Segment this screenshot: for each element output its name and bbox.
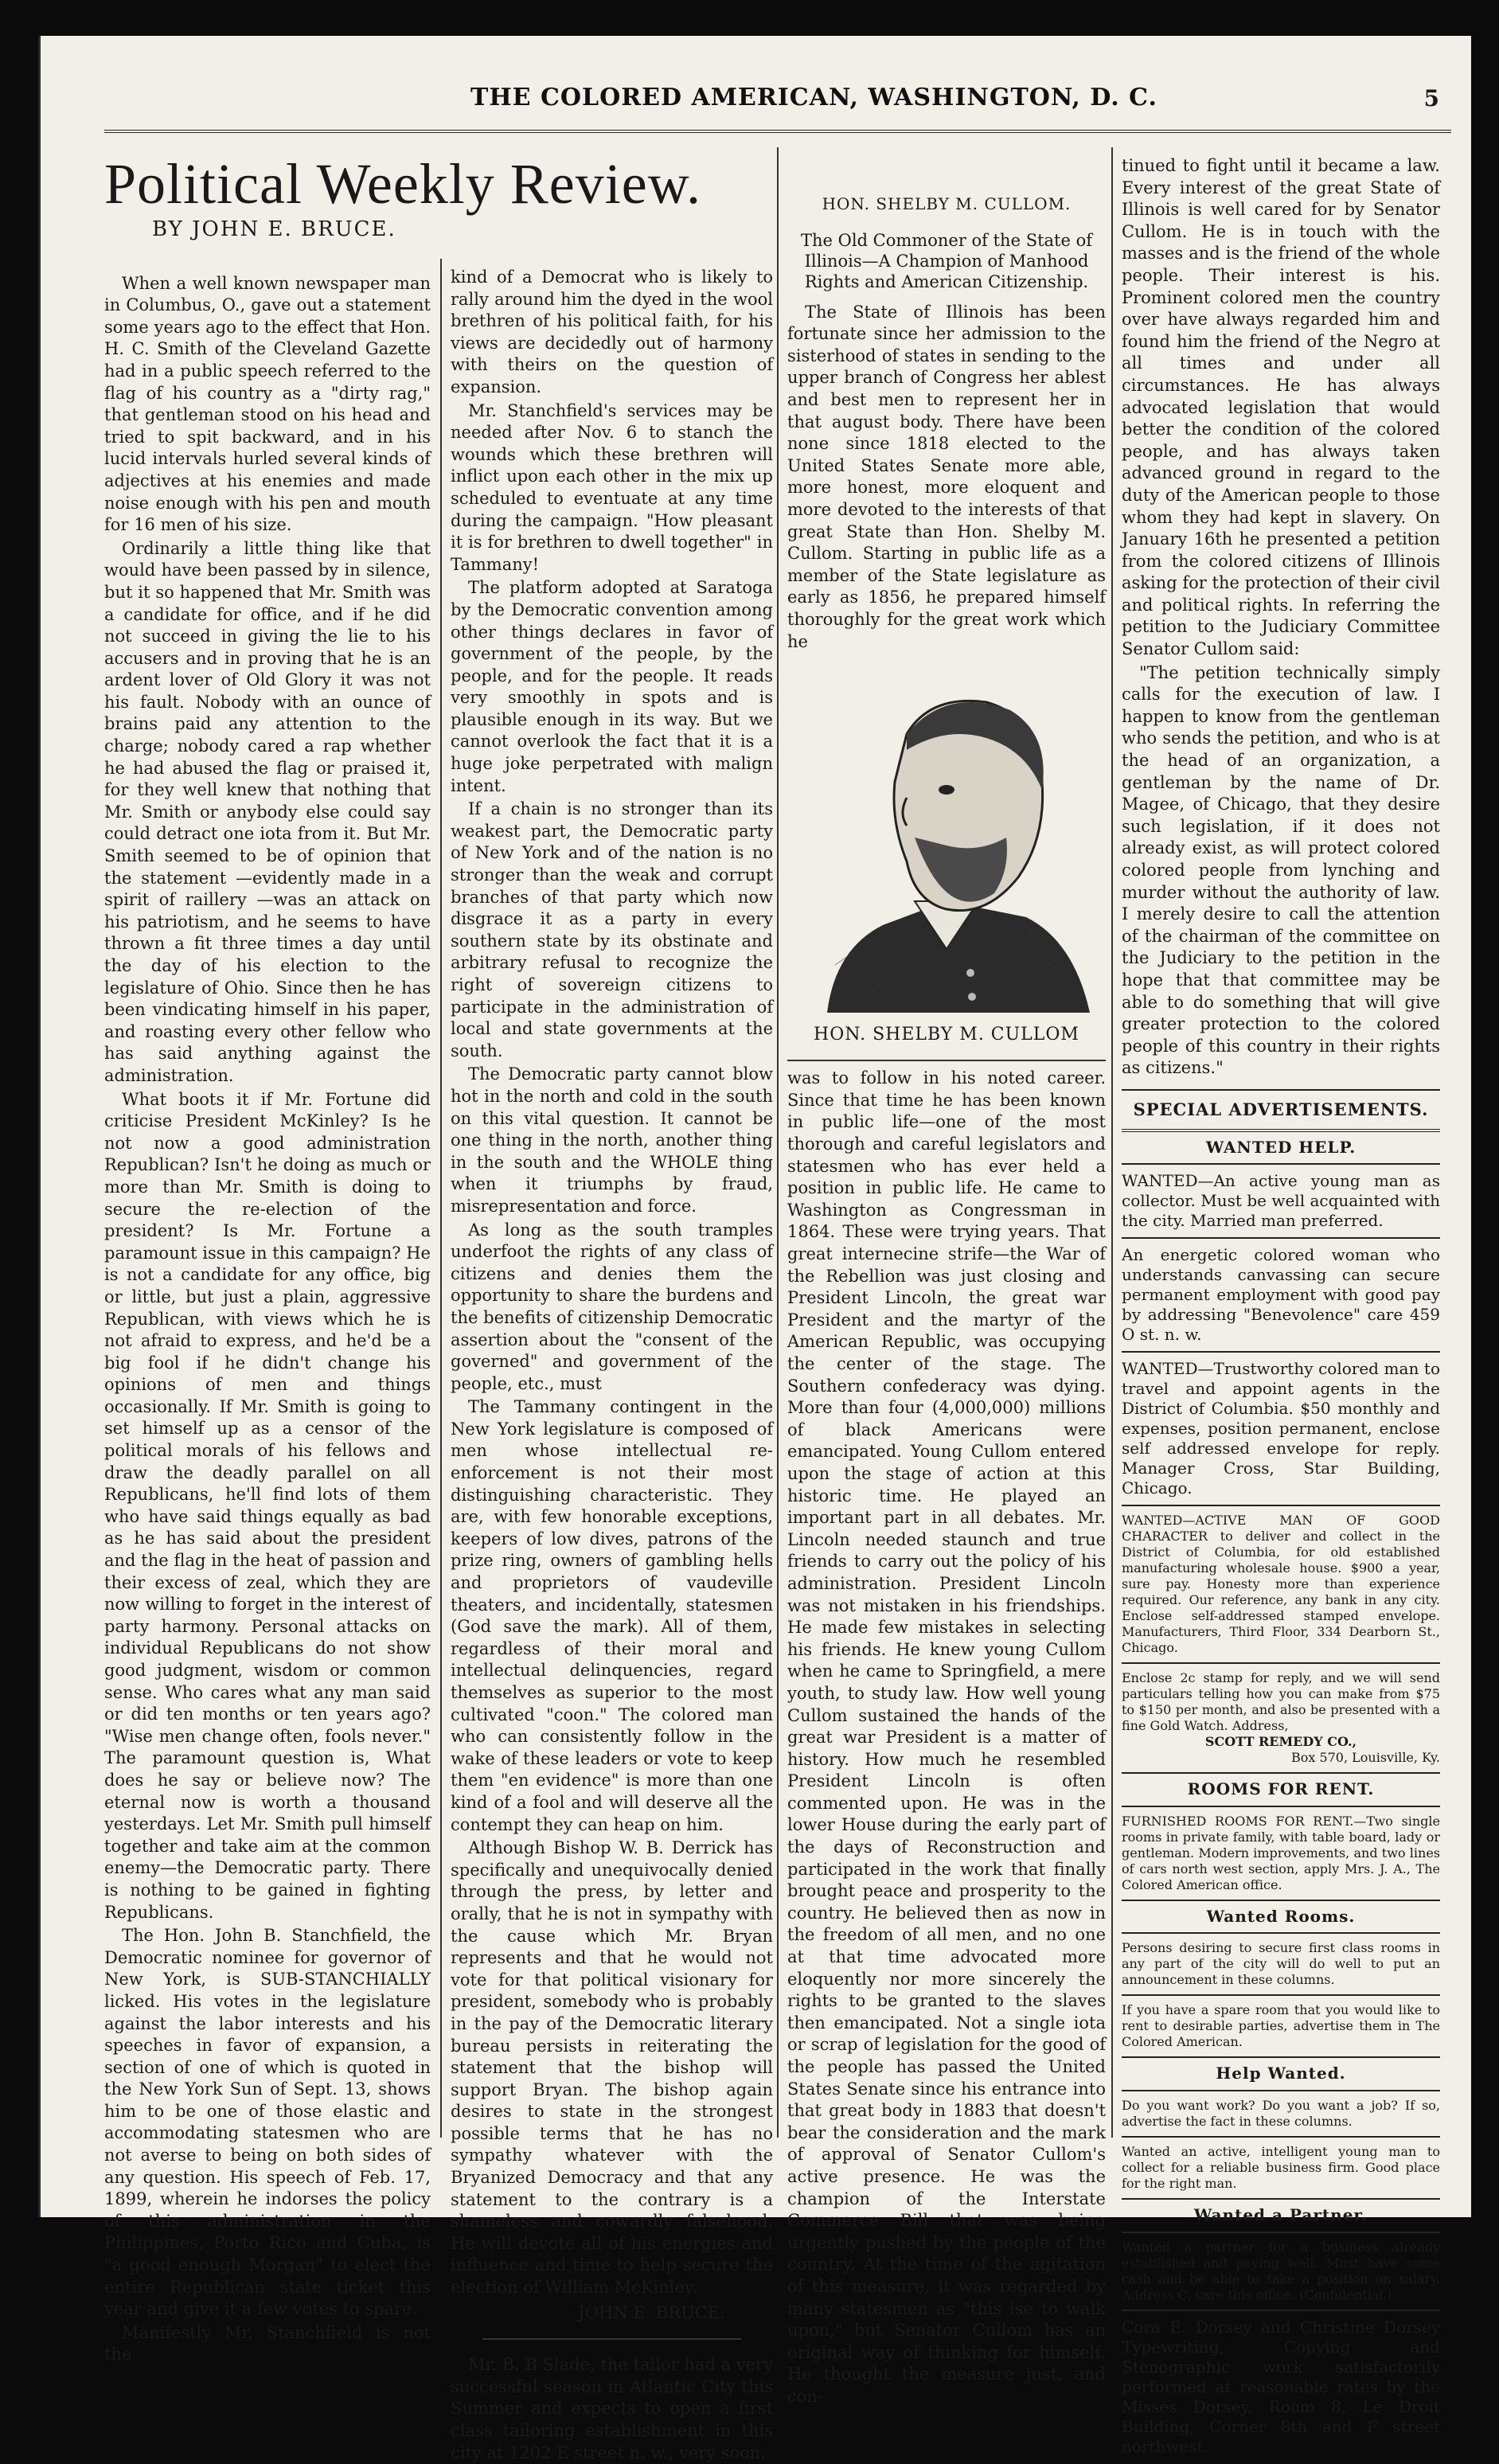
ad-scott-address: Box 570, Louisville, Ky. [1290, 1750, 1440, 1766]
partner-header: Wanted a Partner. [1122, 2200, 1440, 2233]
column-2 [451, 267, 773, 2462]
column-4 [1122, 155, 1441, 2456]
ad-canvassing: An energetic colored woman who understands canvassing can secure permanent employment with good pay by addressing "Benevolence" care 459 O st. n. w. [1122, 1239, 1440, 1353]
column-divider [440, 259, 442, 2138]
article-paragraph: The platform adopted at Saratoga by the Democratic convention among other things declares in favor of government of the people, by the people, and for the people. It reads very smoothly in spots and is plausible enough in its way. But we cannot overlook the fact that it is a huge joke perpetrated with malign intent. [451, 578, 773, 795]
article-paragraph: As long as the south tramples underfoot the rights of any class of citizens and denies them the opportunity to share the burdens and the benefits of citizenship Democratic assertion about the "consent of the governed" and government of the people, etc., must [451, 1220, 773, 1393]
ad-scott-remedy [1122, 1664, 1440, 1774]
page-number: 5 [1423, 85, 1439, 111]
ad-dorsey: Cora E. Dorsey and Christine Dorsey Typewriting, Copying and Stenographic work satisfactorily performed at reasonable rates by the Misses Dorsey, Room 8, Le Droit Building, Corner 8th and F street northwest. [1122, 2317, 1440, 2456]
cullom-quote: "The petition technically simply calls for the execution of law. I happen to know from the gentleman who sends the petition, and who is at the head of an organization, a gentleman by the name of Dr. Magee, of Chicago, that they desire such legislation, if it does not already exist, as will protect colored colored people from lynching and murder without the authority of law. I merely desire to call the attention of the chairman of the committee on the Judiciary to the petition in the hope that that committee may be able to do something that will give greater protection to the colored people of this country in their rights as citizens." [1122, 662, 1440, 1078]
ad-young-man: Wanted an active, intelligent young man to collect for a reliable business firm. Good place for the right man. [1122, 2138, 1440, 2200]
masthead [104, 84, 1455, 131]
column-3 [787, 187, 1106, 2406]
paper-title: THE COLORED AMERICAN, WASHINGTON, D. C. [470, 84, 1157, 111]
ad-active-man: WANTED—ACTIVE MAN OF GOOD CHARACTER to deliver and collect in the District of Columbia, for old established manufacturing wholesale house. $900 a year, sure pay. Honesty more than experience required. Our reference, any bank in any city. Enclose self-addressed stamped envelope. Manufacturers, Third Floor, 334 Dearborn St., Chicago. [1122, 1506, 1440, 1664]
article-paragraph: Ordinarily a little thing like that would have been passed by in silence, but it so happened that Mr. Smith was a candidate for office, and if he did not succeed in giving the lie to his accusers and in proving that he is an ardent lover of Old Glory it was not his fault. Nobody with an ounce of brains paid any attention to the charge; nobody cared a rap whether he had abused the flag or praised it, for they well knew that nothing that Mr. Smith or anybody else could say could detract one iota from it. But Mr. Smith seemed to be of opinion that the statement —evidently made in a spirit of raillery —was an attack on his patriotism, and he seems to have thrown a fit three times a day until the day of his election to the legislature of Ohio. Since then he has been vindicating himself in his paper, and roasting every other fellow who has said anything against the administration. [104, 538, 431, 1085]
ad-collector: WANTED—An active young man as collector. Must be well acquainted with the city. Married man preferred. [1122, 1165, 1440, 1239]
article-paragraph: kind of a Democrat who is likely to rally around him the dyed in the wool brethren of his political faith, for his views are decidedly out of harmony with theirs on the question of expansion. [451, 267, 773, 396]
ad-partner: Wanted a partner for a business already established and paying well. Must have some cash and be able to take a position on salary. Address C, care this office. (Confidential.) [1122, 2233, 1440, 2311]
ad-travel-agent: WANTED—Trustworthy colored man to travel and appoint agents in the District of Columbia. $50 monthly and expenses, position permanent, enclose self addressed envelope for reply. Manager Cross, Star Building, Chicago. [1122, 1353, 1440, 1506]
cullom-portrait-illustration [787, 662, 1106, 1013]
article-paragraph: If a chain is no stronger than its weakest part, the Democratic party of New York and of the nation is no stronger than the weak and corrupt branches of that party which now disgrace it as a party in every southern state by its obstinate and arbitrary refusal to recognize the right of sovereign citizens to participate in the administration of local and state governments at the south. [451, 799, 773, 1060]
cullom-subhead: The Old Commoner of the State of Illinois—A Champion of Manhood Rights and American Citizenship. [801, 230, 1092, 291]
ad-furnished-rooms: FURNISHED ROOMS FOR RENT.—Two single rooms in private family, with table board, lady or gentleman. Modern improvements, and two lines of cars north west section, apply Mrs. J. A., The Colored American office. [1122, 1807, 1440, 1901]
wanted-rooms-header: Wanted Rooms. [1122, 1901, 1440, 1935]
ad-rooms-1: Persons desiring to secure first class rooms in any part of the city will do well to put an announcement in these columns. [1122, 1934, 1440, 1996]
column-divider [777, 147, 779, 2138]
article-paragraph: The Hon. John B. Stanchfield, the Democratic nominee for governor of New York, is SUB-STANCHIALLY licked. His votes in the legislature against the labor interests and his speeches in favor of expansion, a section of one of which is quoted in the New York Sun of Sept. 13, shows him to be one of those elastic and accommodating statesmen who are not averse to being on both sides of any question. His speech of Feb. 17, 1899, wherein he indorses the policy of this administration in the Philippines, Porto Rico and Cuba, is "a good enough Morgan" to elect the entire Republican state ticket this year and give it a few votes to spare. [104, 1926, 431, 2319]
article-paragraph: was to follow in his noted career. Since that time he has been known in public life—one of the most thorough and careful legislators and statesmen who has ever held a position in public life. He came to Washington as Congressman in 1864. These were trying years. That great internecine strife—the War of the Rebellion was just closing and President Lincoln, the great war President and the martyr of the American Republic, was occupying the center of the stage. The Southern confederacy was dying. More than four (4,000,000) millions of black Americans were emancipated. Young Cullom entered upon the stage of action at this historic time. He played an important part in all debates. Mr. Lincoln needed staunch and true friends to carry out the policy of his administration. President Lincoln was not mistaken in his friendships. He made few mistakes in selecting his friends. He knew young Cullom when he came to Springfield, a mere youth, to study law. How well young Cullom sustained the hands of the great war President is a matter of history. How much he resembled President Lincoln is often commented upon. He was in the lower House during the early part of the days of Reconstruction and participated in the work that finally brought peace and prosperity to the country. He believed then as now in the freedom of all men, and no one at that time advocated more eloquently nor more sincerely the rights to be granted to the slaves then emancipated. Not a single iota or scrap of legislation for the good of the people has passed the United States Senate since his entrance into that great body in 1883 that doesn't bear the consideration and the mark of approval of Senator Cullom's active presence. He was the champion of the Interstate Commerce Bill that was being urgently pushed by the people of the country. At the time of the agitation of this measure, it was regarded by many statesmen as "this ise to walk upon," but Senator Cullom has an original way of thinking for himself. He thought the measure just, and con- [787, 1068, 1106, 2406]
ad-scott-company: SCOTT REMEDY CO., [1204, 1734, 1357, 1750]
masthead-rule [104, 130, 1451, 133]
portrait-caption: HON. SHELBY M. CULLOM [814, 1024, 1079, 1045]
rooms-header: ROOMS FOR RENT. [1122, 1774, 1440, 1807]
special-ads-header: SPECIAL ADVERTISEMENTS. [1122, 1089, 1440, 1132]
slade-note: Mr. B. B Slade, the tailor had a very successful season in Atlantic City this Summer and expects to open a first class tailoring establishment in this city at 1202 E street n. w., very soon. [451, 2355, 773, 2462]
help-wanted-header: Help Wanted. [1122, 2058, 1440, 2091]
article-paragraph: The State of Illinois has been fortunate since her admission to the sisterhood of states in sending to the upper branch of Congress her ablest and best men to represent her in that august body. There have been none since 1818 elected to the United States Senate more able, more honest, more eloquent and more devoted to the interests of that great State than Hon. Shelby M. Cullom. Starting in public life as a member of the State legislature as early as 1856, he prepared himself thoroughly for the great work which he [787, 302, 1106, 651]
article-paragraph: Although Bishop W. B. Derrick has specifically and unequivocally denied through the press, by letter and orally, that he is not in sympathy with the cause which Mr. Bryan represents and that he would not vote for that political visionary for president, somebody who is probably in the pay of the Democratic literary bureau persists in reiterating the statement that the bishop will support Bryan. The bishop again desires to state in the strongest possible terms that he has no sympathy whatever with the Bryanized Democracy and that any statement to the contrary is a shameless and cowardly falsehood. He will devote all of his energies and influence and time to help secure the election of William McKinley. [451, 1838, 773, 2298]
section-rule [482, 2338, 741, 2340]
ad-work: Do you want work? Do you want a job? If so, advertise the fact in these columns. [1122, 2091, 1440, 2138]
column-divider [1111, 147, 1113, 2138]
review-byline: BY JOHN E. BRUCE. [152, 217, 396, 241]
article-paragraph: The Tammany contingent in the New York legislature is composed of men whose intellectual re-enforcement is not their most distinguishing characteristic. They are, with few honorable exceptions, keepers of low dives, patrons of the prize ring, owners of gambling hells and proprietors of vaudeville theaters, and incidentally, statesmen (God save the mark). All of them, regardless of their moral and intellectual delinquencies, regard themselves as superior to the most cultivated "coon." The colored man who can consistently follow in the wake of these leaders or vote to keep them "en evidence" is more than one kind of a fool and will deserve all the contempt they can heap on him. [451, 1397, 773, 1834]
review-title: Political Weekly Review. [104, 152, 702, 216]
article-signature: JOHN E. BRUCE. [578, 2302, 725, 2322]
ad-scott-text: Enclose 2c stamp for reply, and we will send particulars telling how you can make from $75 to $150 per month, and also be presented with a fine Gold Watch. Address, [1122, 1670, 1440, 1734]
wanted-help-header: WANTED HELP. [1122, 1132, 1440, 1166]
article-paragraph: When a well known newspaper man in Columbus, O., gave out a statement some years ago to the effect that Hon. H. C. Smith of the Cleveland Gazette had in a public speech referred to the flag of his country as a "dirty rag," that gentleman stood on his head and tried to spit backward, and in his lucid intervals hurled several kinds of adjectives at his enemies and made noise enough with his pen and mouth for 16 men of his size. [104, 273, 431, 535]
newspaper-page [38, 36, 1471, 2462]
ad-rooms-2: If you have a spare room that you would like to rent to desirable parties, advertise them in The Colored American. [1122, 1996, 1440, 2058]
article-paragraph: tinued to fight until it became a law. Every interest of the great State of Illinois is well cared for by Senator Cullom. He is in touch with the masses and is the friend of the whole people. Their interest is his. Prominent colored men the country over have always regarded him and found him the friend of the Negro at all times and under all circumstances. He has always advocated legislation that would better the condition of the colored people, and has always taken advanced ground in regard to the duty of the American people to those whom they had kept in slavery. On January 16th he presented a petition from the colored citizens of Illinois asking for the protection of their civil and political rights. In referring the petition to the Judiciary Committee Senator Cullom said: [1122, 156, 1441, 659]
cullom-heading: HON. SHELBY M. CULLOM. [822, 194, 1072, 213]
article-paragraph: The Democratic party cannot blow hot in the north and cold in the south on this vital question. It cannot be one thing in the north, another thing in the south and the WHOLE thing when it triumphs by fraud, misrepresentation and force. [451, 1064, 773, 1216]
article-paragraph: Mr. Stanchfield's services may be needed after Nov. 6 to stanch the wounds which these brethren will inflict upon each other in the mix up scheduled to eventuate at any time during the campaign. "How pleasant it is for brethren to dwell together" in Tammany! [451, 400, 773, 574]
article-paragraph: What boots it if Mr. Fortune did criticise President McKinley? Is he not now a good administration Republican? Isn't he doing as much or more than Mr. Smith is doing to secure the re-election of the president? Is Mr. Fortune a paramount issue in this campaign? He is not a candidate for any office, big or little, but just a plain, aggressive Republican, with views which he is not afraid to express, and he'd be a big fool if he didn't change his opinions of men and things occasionally. If Mr. Smith is going to set himself up as a censor of the political morals of his fellows and draw the deadly parallel on all Republicans, he'll find lots of them who have said things equally as bad as he has said about the president and the flag in the heat of passion and their excess of zeal, which they are now willing to forget in the interest of party harmony. Personal attacks on individual Republicans do not show good judgment, wisdom or common sense. Who cares what any man said or did ten months or ten years ago? "Wise men change often, fools never." The paramount question is, What does he say or believe now? The eternal now is worth a thousand yesterdays. Let Mr. Smith pull himself together and take aim at the common enemy—the Democratic party. There is nothing to be gained in fighting Republicans. [104, 1089, 431, 1922]
article-paragraph: Manifestly Mr. Stanchfield is not the [104, 2322, 431, 2364]
